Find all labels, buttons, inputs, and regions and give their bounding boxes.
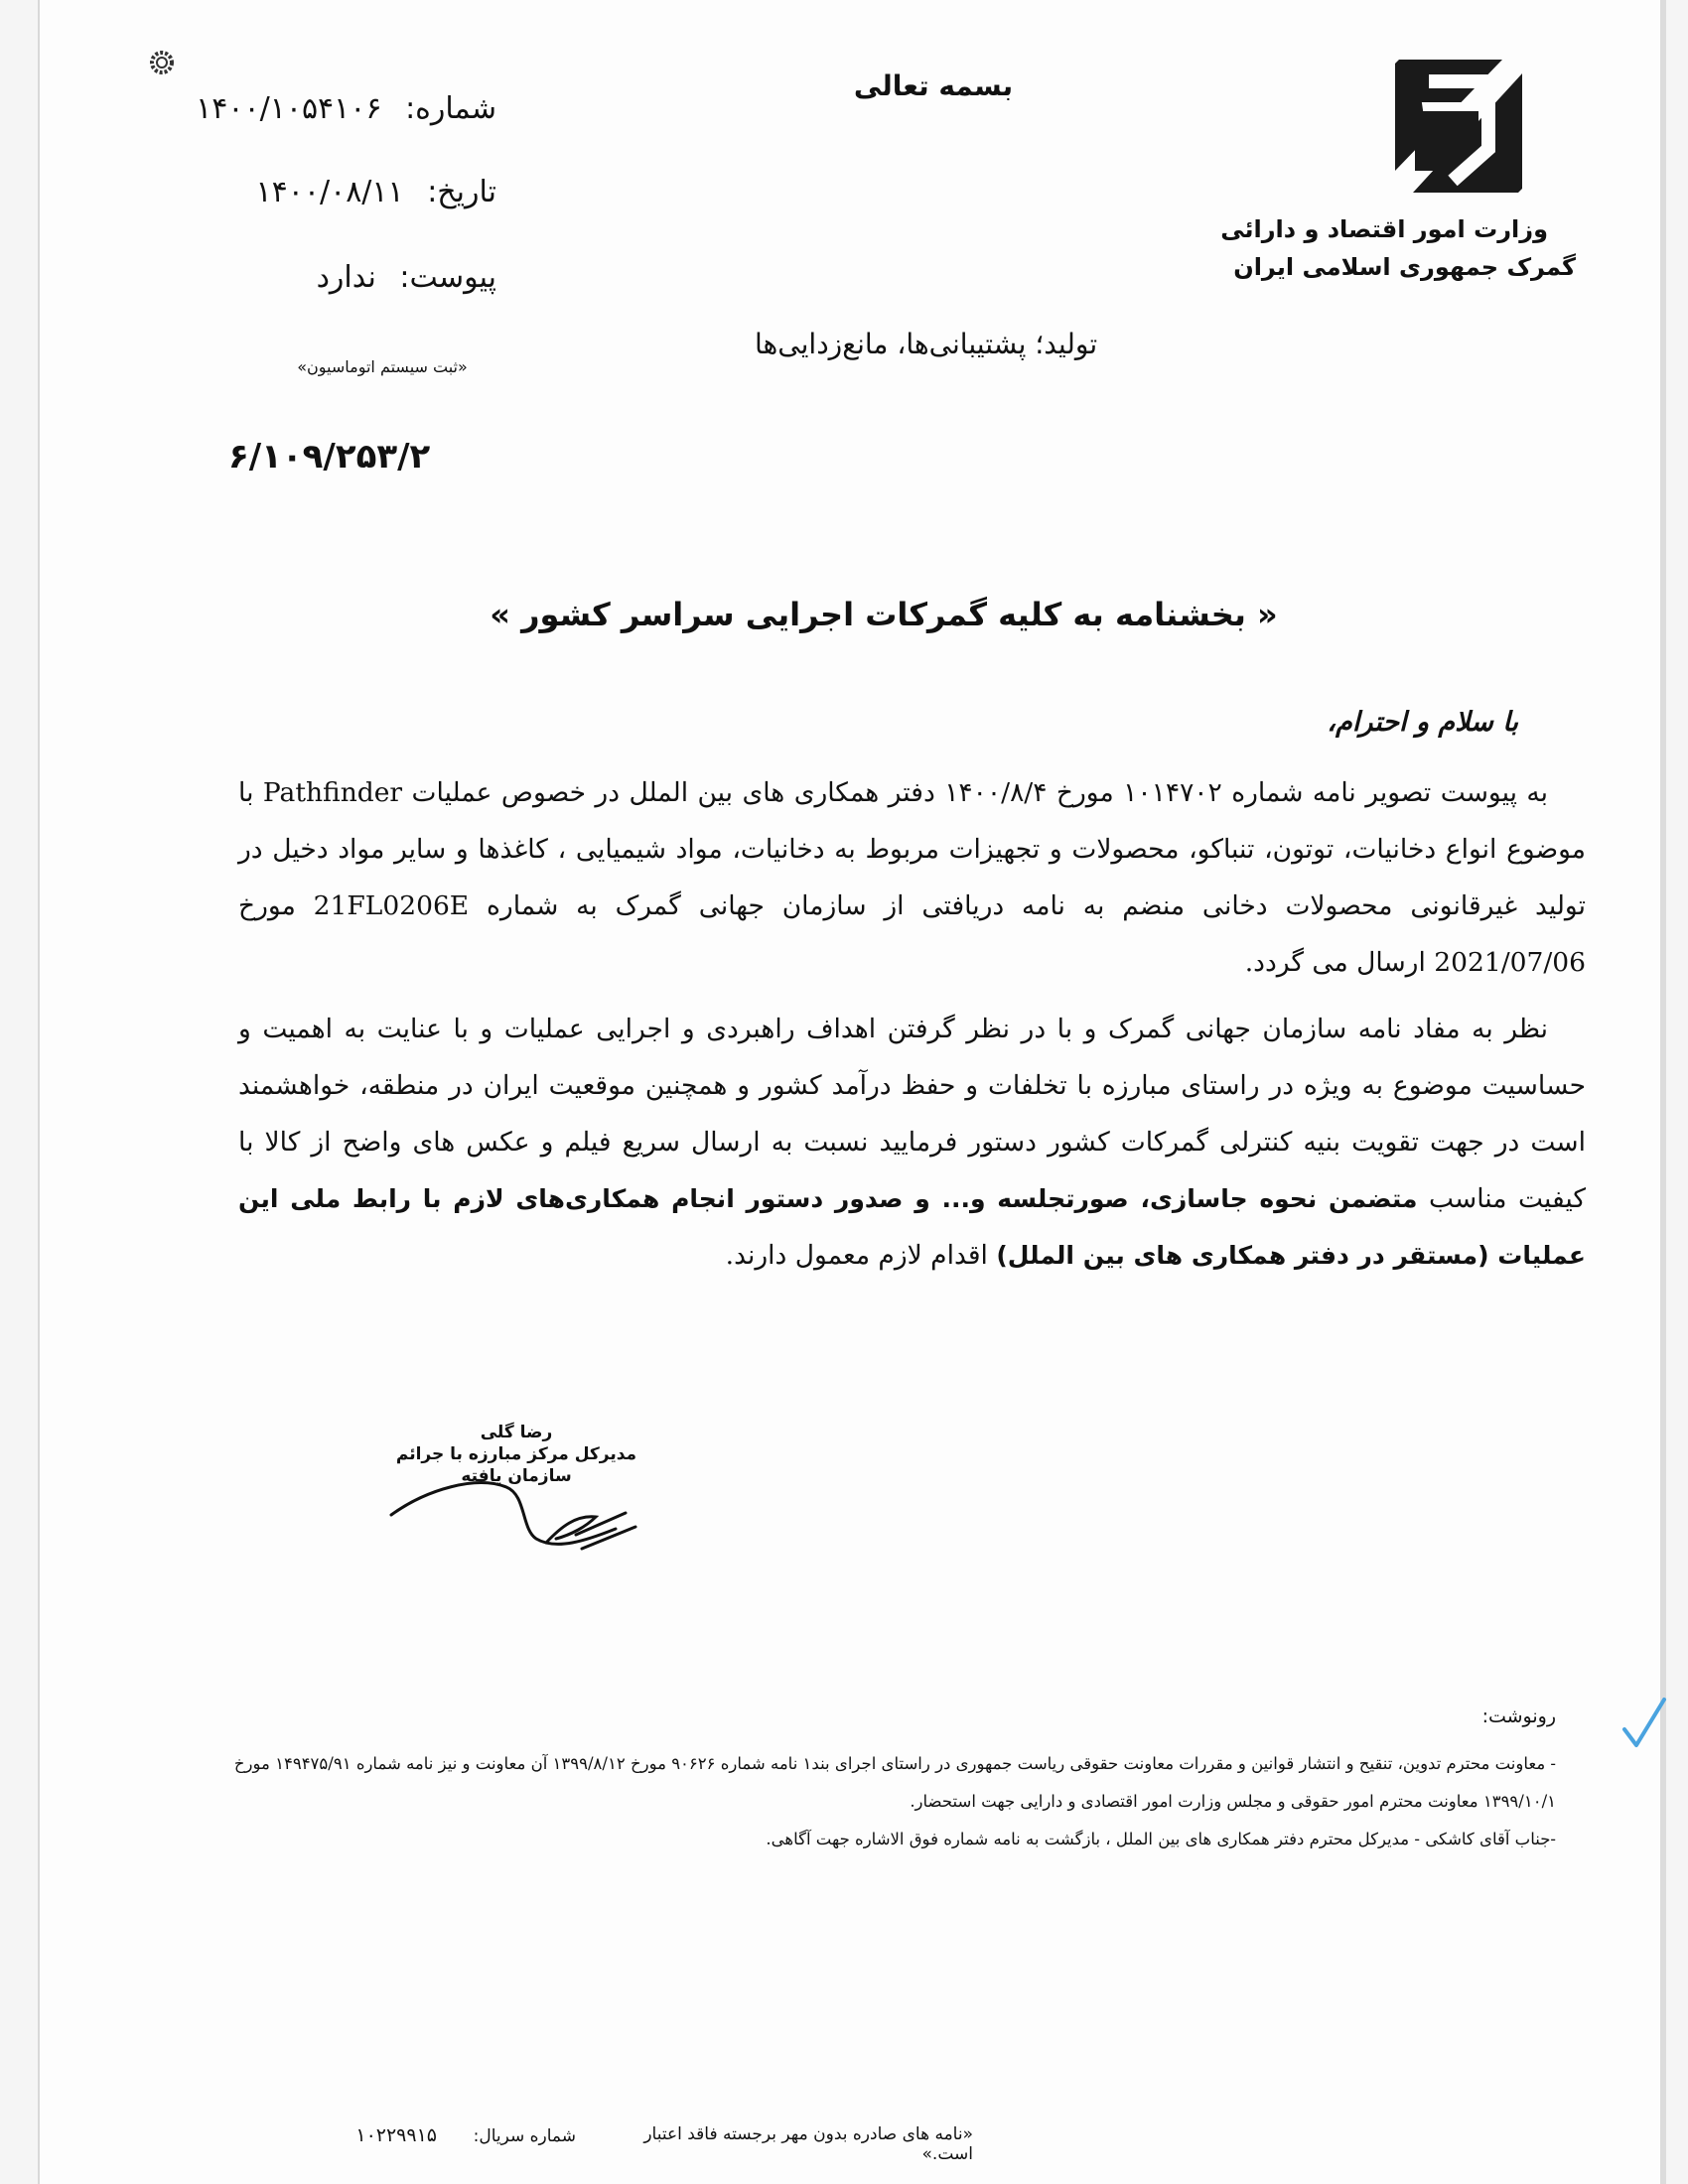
circular-title: « بخشنامه به کلیه گمرکات اجرایی سراسر کشور » [490, 596, 1278, 633]
letter-number [179, 91, 496, 126]
automation-registration-note: «ثبت سیستم اتوماسیون» [297, 357, 468, 376]
validity-note: «نامه های صادره بدون مهر برجسته فاقد اعتبار است.» [643, 2124, 973, 2164]
letter-number-label: شماره: [405, 91, 496, 126]
copies-label: رونوشت: [1481, 1706, 1556, 1727]
signatory-position: مدیرکل مرکز مبارزه با جرائم سازمان یافته [395, 1444, 637, 1486]
letter-date-value: ۱۴۰۰/۰۸/۱۱ [255, 175, 404, 209]
letter-attachment-value: ندارد [316, 260, 376, 295]
letter-date-label: تاریخ: [427, 175, 496, 209]
body-paragraph-1: به پیوست تصویر نامه شماره ۱۰۱۴۷۰۲ مورخ ۱۴۰۰/۸/۴ دفتر همکاری های بین الملل در خصوص عملیات Pathfinder با موضوع انواع دخانیات، توتون، تنباکو، محصولات و تجهیزات مربوط به دخانیات، مواد شیمیایی ، کاغذها و سایر مواد دخیل در تولید غیرقانونی محصولات دخانی منضم به نامه دریافتی از سازمان جهانی گمرک به شماره 21FL0206E مورخ 2021/07/06 ارسال می گردد. [238, 777, 1586, 978]
signatory-name: رضا گلی [480, 1423, 553, 1442]
letter-page [38, 0, 1666, 2184]
gear-icon [147, 48, 177, 77]
letter-attachment-label: پیوست: [399, 260, 496, 295]
paragraph-2-end: اقدام لازم معمول دارند. [725, 1240, 988, 1271]
letter-body [238, 764, 1586, 1294]
check-mark-icon [1618, 1694, 1668, 1753]
copies-list [186, 1745, 1556, 1858]
greeting: با سلام و احترام، [1327, 707, 1518, 738]
reference-code: ۶/۱۰۹/۲۵۳/۲ [228, 437, 431, 477]
letter-number-value: ۱۴۰۰/۱۰۵۴۱۰۶ [196, 91, 382, 126]
copy-recipient-2: -جناب آقای کاشکی - مدیرکل محترم دفتر همکاری های بین الملل ، بازگشت به نامه شماره فوق الاشاره جهت آگاهی. [766, 1830, 1556, 1848]
ministry-name: وزارت امور اقتصاد و دارائی [1220, 215, 1548, 243]
ministry-header [1159, 210, 1576, 286]
letter-attachment [179, 260, 496, 295]
paragraph-2-bold-text: متضمن نحوه جاسازی، صورتجلسه و... و صدور دستور انجام همکاری‌های لازم با رابط ملی این عملیات (مستقر در دفتر همکاری های بین الملل) [238, 1184, 1586, 1270]
letter-date [179, 175, 496, 209]
paragraph-2-text: نظر به مفاد نامه سازمان جهانی گمرک و با در نظر گرفتن اهداف راهبردی و اجرایی عملیات و با عنایت به اهمیت و حساسیت موضوع به ویژه در راستای مبارزه با تخلفات و حفظ درآمد کشور و همچنین موقعیت ایران در منطقه، خواهشمند است در جهت تقویت بنیه کنترلی گمرکات کشور دستور فرمایید نسبت به ارسال سریع فیلم و عکس های واضح از کالا با کیفیت مناسب [238, 1014, 1586, 1214]
body-paragraph-2 [238, 1001, 1586, 1284]
copy-recipient-1: - معاونت محترم تدوین، تنقیح و انتشار قوانین و مقررات معاونت حقوقی ریاست جمهوری در راستای اجرای بند۱ نامه شماره ۹۰۶۲۶ مورخ ۱۳۹۹/۸/۱۲ آن معاونت و نیز نامه شماره ۱۴۹۴۷۵/۹۱ مورخ ۱۳۹۹/۱۰/۱ معاونت محترم امور حقوقی و مجلس وزارت امور اقتصادی و دارایی جهت استحضار. [233, 1754, 1556, 1811]
customs-name: گمرک جمهوری اسلامی ایران [1233, 253, 1576, 281]
customs-logo-icon [1385, 52, 1532, 201]
serial-number-label: شماره سریال: [473, 2126, 576, 2146]
bismillah-heading: بسمه تعالی [853, 69, 1014, 102]
handwritten-signature [387, 1469, 655, 1559]
serial-number-value: ۱۰۲۲۹۹۱۵ [355, 2124, 437, 2146]
subject-note: تولید؛ پشتیبانی‌ها، مانع‌زدایی‌ها [755, 328, 1098, 360]
